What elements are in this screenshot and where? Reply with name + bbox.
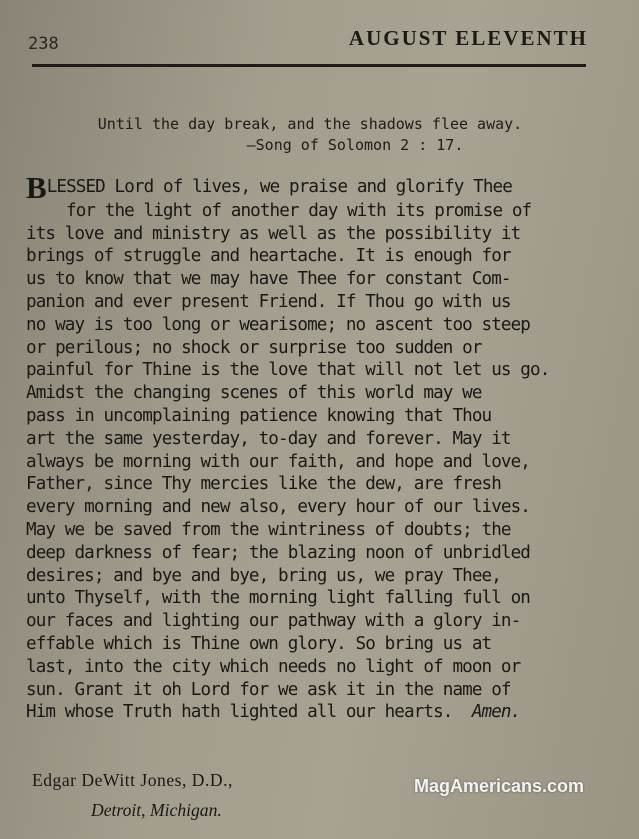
prayer-line (26, 656, 598, 679)
prayer-line (26, 633, 598, 656)
author-location: Detroit, Michigan. (91, 800, 222, 820)
epigraph-quote: Until the day break, and the shadows flee away. (97, 115, 523, 133)
prayer-line-text: every morning and new also, every hour of our lives. (26, 497, 531, 518)
closing-amen: Amen. (471, 702, 521, 723)
prayer-line-text: our faces and lighting our pathway with a glory in- (26, 611, 521, 632)
watermark-logo: MagAmericans.com (414, 776, 585, 796)
prayer-line (26, 337, 598, 360)
prayer-line-text: painful for Thine is the love that will not let us go. (26, 360, 550, 381)
prayer-line (26, 268, 598, 291)
prayer-line (26, 359, 598, 382)
prayer-line (26, 314, 598, 337)
prayer-line-text: LESSED Lord of lives, we praise and glorify Thee (46, 177, 512, 197)
prayer-line (26, 428, 598, 451)
prayer-line-text: sun. Grant it oh Lord for we ask it in the name of (26, 679, 511, 700)
prayer-line (26, 473, 598, 496)
prayer-line-text: for the light of another day with its promise of (66, 200, 532, 221)
prayer-line-text: its love and ministry as well as the possibility it (26, 223, 521, 244)
prayer-line (26, 610, 598, 633)
prayer-line-text: last, into the city which needs no light of moon or (26, 656, 521, 677)
prayer-line (26, 542, 598, 565)
prayer-line-text: Amidst the changing scenes of this world may we (26, 383, 482, 404)
prayer-line-text: panion and ever present Friend. If Thou go with us (26, 291, 511, 312)
prayer-line-text: Father, since Thy mercies like the dew, are fresh (26, 474, 501, 495)
prayer-line (26, 170, 598, 205)
prayer-line (26, 565, 598, 588)
header-rule (32, 64, 586, 67)
prayer-line (26, 245, 598, 268)
prayer-line (26, 519, 598, 542)
prayer-line (26, 291, 598, 314)
prayer-line-text: us to know that we may have Thee for constant Com- (26, 269, 511, 290)
prayer-line (26, 679, 598, 702)
prayer-line (26, 200, 598, 223)
prayer-text (26, 170, 598, 724)
prayer-line-text: desires; and bye and bye, bring us, we pray Thee, (26, 565, 501, 586)
prayer-line (26, 701, 598, 724)
prayer-line-text: Him whose Truth hath lighted all our hearts. (26, 702, 453, 723)
page-header (28, 26, 588, 56)
prayer-line-text: deep darkness of fear; the blazing noon of unbridled (26, 542, 531, 563)
prayer-line-text: May we be saved from the wintriness of doubts; the (26, 519, 511, 540)
prayer-line (26, 496, 598, 519)
epigraph-source: —Song of Solomon 2 : 17. (246, 136, 464, 154)
drop-cap: B (26, 170, 47, 205)
prayer-line (26, 587, 598, 610)
prayer-line-text: unto Thyself, with the morning light falling full on (26, 588, 531, 609)
prayer-line-text: always be morning with our faith, and hope and love, (26, 451, 531, 472)
prayer-line-text: pass in uncomplaining patience knowing that Thou (26, 405, 492, 426)
prayer-line (26, 405, 598, 428)
prayer-line (26, 223, 598, 246)
page-number: 238 (28, 34, 59, 54)
prayer-line (26, 382, 598, 405)
prayer-line-text: effable which is Thine own glory. So bring us at (26, 633, 492, 654)
prayer-line (26, 451, 598, 474)
running-title: AUGUST ELEVENTH (348, 26, 588, 50)
prayer-line-text: no way is too long or wearisome; no ascent too steep (26, 314, 531, 335)
author-name: Edgar DeWitt Jones, D.D., (32, 770, 233, 790)
epigraph (40, 114, 580, 156)
prayer-line-text: brings of struggle and heartache. It is enough for (26, 246, 511, 267)
prayer-line-text: art the same yesterday, to-day and forever. May it (26, 428, 511, 449)
prayer-line-text: or perilous; no shock or surprise too sudden or (26, 337, 482, 358)
